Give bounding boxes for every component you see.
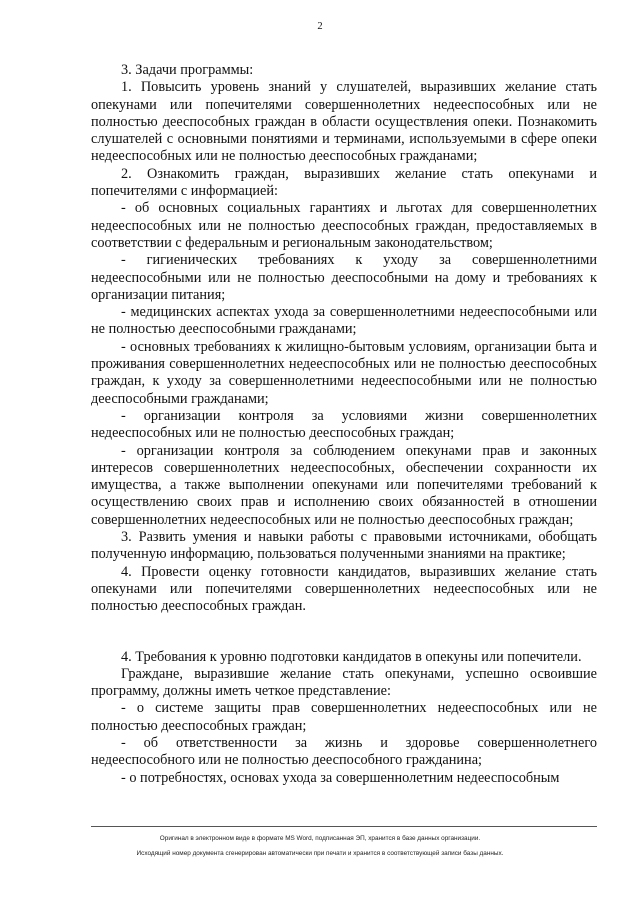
footer bbox=[0, 832, 640, 861]
footer-note-original: Оригинал в электронном виде в формате MS Word, подписанная ЭП, хранится в базе данных организации. bbox=[159, 835, 481, 842]
paragraph: 3. Развить умения и навыки работы с правовыми источниками, обобщать полученную информацию, пользоваться полученными знаниями на практике; bbox=[91, 529, 597, 563]
document-body bbox=[91, 62, 597, 787]
list-item: - организации контроля за соблюдением опекунами прав и законных интересов совершеннолетних недееспособных, обеспечении сохранности их имущества, а также выполнении опекунами или попечителями требований к осуществлению своих прав и исполнению своих обязанностей в отношении совершеннолетних недееспособных или не полностью дееспособных граждан; bbox=[91, 442, 597, 528]
blank-line bbox=[91, 616, 597, 649]
list-item: - гигиенических требованиях к уходу за совершеннолетними недееспособными или не полностью дееспособными на дому и требованиях к организации питания; bbox=[91, 252, 597, 303]
list-item: - о системе защиты прав совершеннолетних недееспособных или не полностью дееспособных граждан; bbox=[91, 700, 597, 734]
list-item: - организации контроля за условиями жизни совершеннолетних недееспособных или не полностью дееспособных граждан; bbox=[91, 407, 597, 442]
list-item: - об основных социальных гарантиях и льготах для совершеннолетних недееспособных или не полностью дееспособных граждан, предоставляемых в соответствии с федеральным и региональным законодательством; bbox=[91, 200, 597, 251]
list-item: - медицинских аспектах ухода за совершеннолетними недееспособными или не полностью дееспособными гражданами; bbox=[91, 304, 597, 338]
list-item: - основных требованиях к жилищно-бытовым условиям, организации быта и проживания совершеннолетних недееспособных или не полностью дееспособных граждан, к уходу за совершеннолетними недееспособными или не полностью дееспособными гражданами; bbox=[91, 338, 597, 407]
paragraph: 4. Провести оценку готовности кандидатов, выразивших желание стать опекунами или попечителями совершеннолетних недееспособных или не полностью дееспособных граждан. bbox=[91, 563, 597, 615]
section-heading-requirements: 4. Требования к уровню подготовки кандидатов в опекуны или попечители. bbox=[121, 648, 582, 665]
section-heading-tasks: 3. Задачи программы: bbox=[121, 62, 254, 78]
page-number: 2 bbox=[317, 21, 323, 32]
paragraph: 1. Повысить уровень знаний у слушателей, выразивших желание стать опекунами или попечителями совершеннолетних недееспособных или не полностью дееспособных граждан в области осуществления опеки. Познакомить слушателей с основными понятиями и терминами, используемыми в сфере опеки недееспособных или не полностью дееспособных гражданами; bbox=[91, 79, 597, 165]
paragraph: Граждане, выразившие желание стать опекунами, успешно освоившие программу, должны иметь четкое представление: bbox=[91, 665, 597, 700]
footer-note-number: Исходящий номер документа сгенерирован автоматически при печати и хранится в соответствующей записи базы данных. bbox=[136, 849, 504, 857]
paragraph: 2. Ознакомить граждан, выразивших желание стать опекунами и попечителями с информацией: bbox=[91, 165, 597, 200]
list-item: - об ответственности за жизнь и здоровье совершеннолетнего недееспособного или не полностью дееспособного гражданина; bbox=[91, 734, 597, 769]
footer-divider bbox=[91, 826, 597, 827]
list-item: - о потребностях, основах ухода за совершеннолетним недееспособным bbox=[121, 769, 560, 786]
